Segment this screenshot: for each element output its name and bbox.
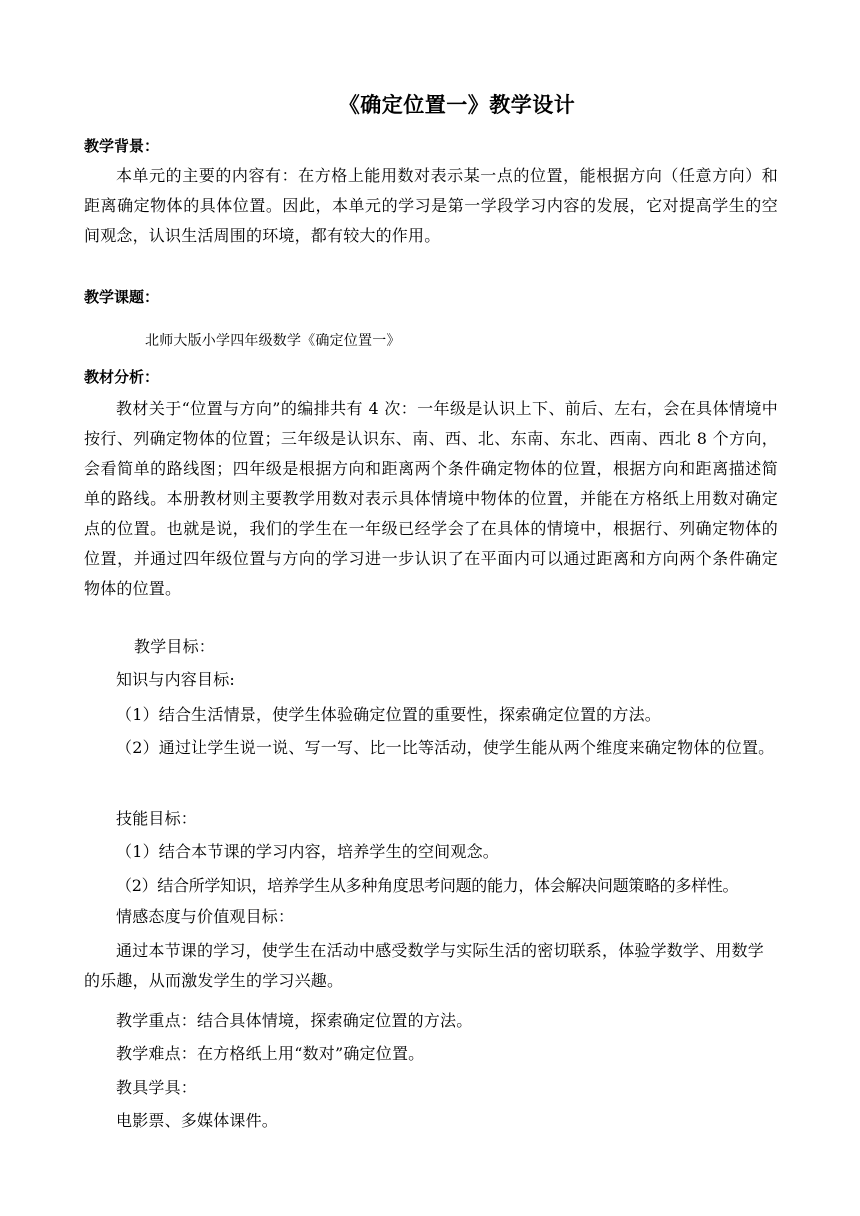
skill-goals-heading: 技能目标： [116, 809, 198, 828]
skill-goal-1: （1）结合本节课的学习内容，培养学生的空间观念。 [116, 842, 499, 861]
goals-heading: 教学目标： [134, 637, 216, 656]
topic-heading: 教学课题： [84, 288, 160, 306]
knowledge-goal-2: （2）通过让学生说一说、写一写、比一比等活动，使学生能从两个维度来确定物体的位置。 [116, 738, 775, 757]
key-point: 教学重点：结合具体情境，探索确定位置的方法。 [116, 1011, 473, 1030]
analysis-paragraph: 教材关于“位置与方向”的编排共有 4 次：一年级是认识上下、前后、左右，会在具体情境中按行、列确定物体的位置；三年级是认识东、南、西、北、东南、东北、西南、西北 8 个方向，会看简单的路线图；四年级是根据方向和距离两个条件确定物体的位置，根据方向和距离描述简单的路线。本册教材则主要教学用数对表示具体情境中物体的位置，并能在方格纸上用数对确定点的位置。也就是说，我们的学生在一年级已经学会了在具体的情境中，根据行、列确定物体的位置，并通过四年级位置与方向的学习进一步认识了在平面内可以通过距离和方向两个条件确定物体的位置。 [84, 399, 778, 598]
analysis-heading: 教材分析： [84, 368, 160, 386]
knowledge-goal-1: （1）结合生活情景，使学生体验确定位置的重要性，探索确定位置的方法。 [116, 705, 661, 724]
tools-text: 电影票、多媒体课件。 [116, 1111, 279, 1130]
emotion-goal-text: 通过本节课的学习，使学生在活动中感受数学与实际生活的密切联系，体验学数学、用数学的乐趣，从而激发学生的学习兴趣。 [84, 941, 765, 990]
emotion-goals-heading: 情感态度与价值观目标： [116, 907, 295, 926]
difficult-point: 教学难点：在方格纸上用“数对”确定位置。 [116, 1044, 425, 1063]
background-heading: 教学背景： [84, 137, 160, 155]
skill-goal-2: （2）结合所学知识，培养学生从多种角度思考问题的能力，体会解决问题策略的多样性。 [116, 876, 739, 895]
background-paragraph: 本单元的主要的内容有：在方格上能用数对表示某一点的位置，能根据方向（任意方向）和距离确定物体的具体位置。因此，本单元的学习是第一学段学习内容的发展，它对提高学生的空间观念，认识生活周围的环境，都有较大的作用。 [84, 166, 778, 245]
document-title: 《确定位置一》教学设计 [338, 93, 576, 117]
tools-heading: 教具学具： [116, 1078, 198, 1097]
topic-text: 北师大版小学四年级数学《确定位置一》 [145, 333, 401, 349]
knowledge-goals-heading: 知识与内容目标: [116, 670, 235, 689]
